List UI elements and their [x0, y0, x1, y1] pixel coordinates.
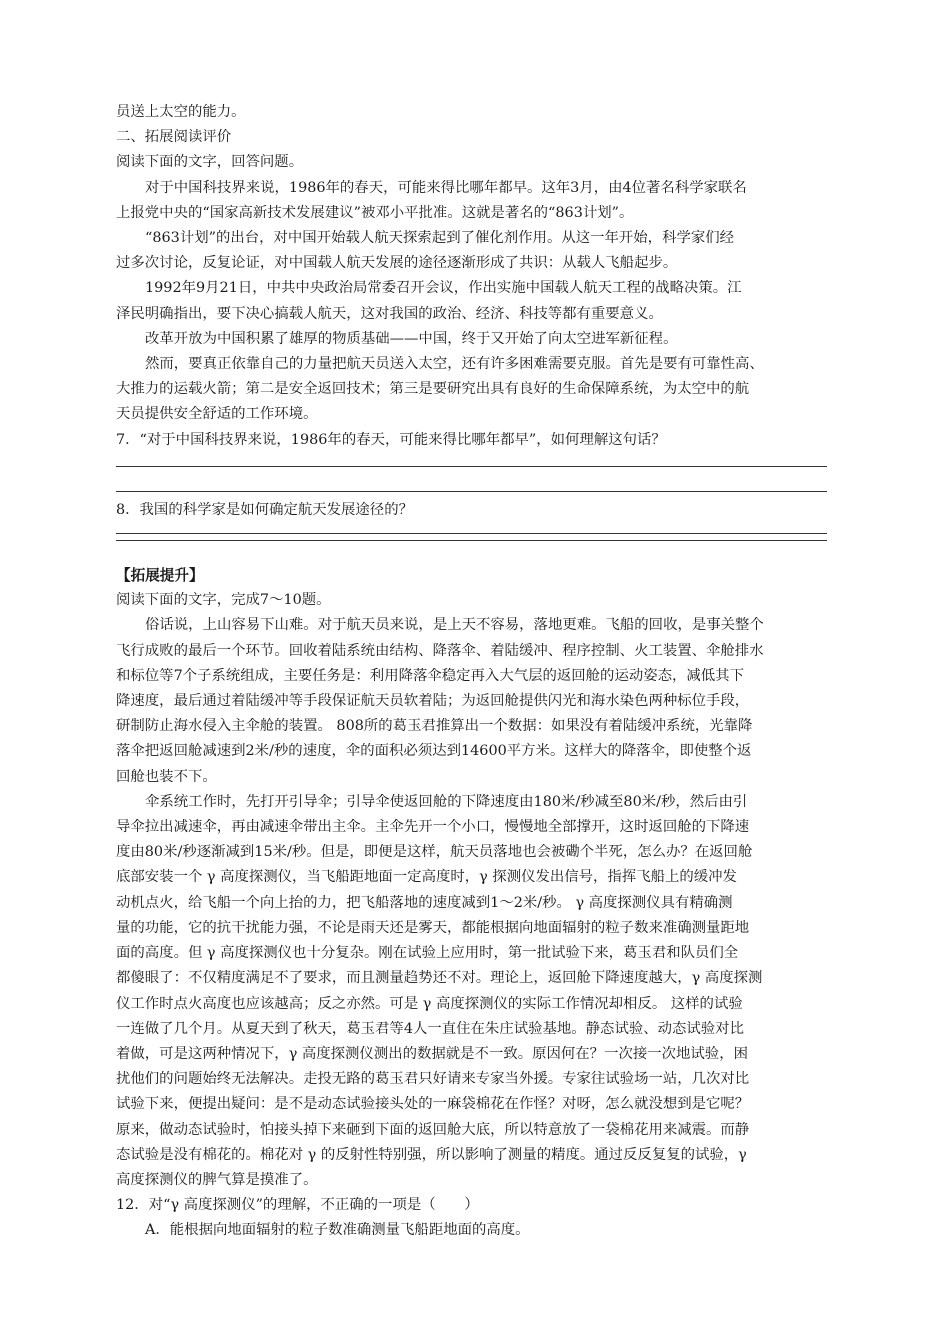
question-8: 8．我国的科学家是如何确定航天发展途径的？: [116, 501, 413, 518]
paragraph-line: 俗话说，上山容易下山难。对于航天员来说，是上天不容易，落地更难。飞船的回收，是事关整个: [145, 617, 764, 634]
paragraph-line: 研制防止海水侵入主伞舱的装置。 808所的葛玉君推算出一个数据：如果没有着陆缓冲系统，光靠降: [116, 718, 753, 735]
paragraph-line: 对于中国科技界来说，1986年的春天，可能来得比哪年都早。这年3月，由4位著名科学家联名: [145, 179, 747, 196]
paragraph-line: 和标位等7个子系统组成，主要任务是：利用降落伞稳定再入大气层的返回舱的运动姿态，减低其下: [116, 667, 744, 684]
paragraph-line: 上报党中央的“国家高新技术发展建议”被邓小平批准。这就是著名的“863计划”。: [116, 204, 634, 221]
extension-instruction: 阅读下面的文字，完成7～10题。: [116, 592, 331, 609]
paragraph-line: 态试验是没有棉花的。棉花对 γ 的反射性特别强，所以影响了测量的精度。通过反反复复的试验，γ: [116, 1146, 747, 1163]
paragraph-line: 飞行成败的最后一个环节。回收着陆系统由结构、降落伞、着陆缓冲、程序控制、火工装置、伞舱排水: [116, 642, 764, 659]
paragraph-line: 导伞拉出减速伞，再由减速伞带出主伞。主伞先开一个小口，慢慢地全部撑开，这时返回舱的下降速: [116, 819, 750, 836]
reading-passage: [116, 176, 831, 428]
paragraph-line: 原来，做动态试验时，怕接头掉下来砸到下面的返回舱大底，所以特意放了一袋棉花用来减震。而静: [116, 1121, 750, 1138]
question-12: 12．对“γ 高度探测仪”的理解，不正确的一项是（ ）: [116, 1197, 479, 1214]
paragraph-line: 泽民明确指出，要下决心搞载人航天，这对我国的政治、经济、科技等都有重要意义。: [116, 305, 663, 322]
paragraph-line: 回舱也装不下。: [116, 768, 217, 785]
paragraph-line: 高度探测仪的脾气算是摸准了。: [116, 1171, 318, 1188]
question-12-option-a[interactable]: A．能根据向地面辐射的粒子数准确测量飞船距地面的高度。: [145, 1222, 530, 1239]
paragraph-line: 降速度，最后通过着陆缓冲等手段保证航天员软着陆；为返回舱提供闪光和海水染色两种标位手段，: [116, 693, 750, 710]
paragraph-line: 扰他们的问题始终无法解决。走投无路的葛玉君只好请来专家当外援。专家往试验场一站，几次对比: [116, 1071, 750, 1088]
paragraph-line: 着做，可是这两种情况下，γ 高度探测仪测出的数据就是不一致。原因何在？一次接一次地试验，困: [116, 1045, 748, 1062]
reading-instruction: 阅读下面的文字，回答问题。: [116, 154, 304, 171]
paragraph-line: 改革开放为中国积累了雄厚的物质基础——中国，终于又开始了向太空进军新征程。: [145, 330, 678, 347]
paragraph-line: 落伞把返回舱减速到2米/秒的速度，伞的面积必须达到14600平方米。这样大的降落伞，即使整个返: [116, 743, 752, 760]
paragraph-line: 底部安装一个 γ 高度探测仪，当飞船距地面一定高度时，γ 探测仪发出信号，指挥飞船上的缓冲发: [116, 869, 737, 886]
paragraph-line: 试验下来，便提出疑问：是不是动态试验接头处的一麻袋棉花在作怪？对呀，怎么就没想到是它呢？: [116, 1096, 750, 1113]
paragraph-line: 一连做了几个月。从夏天到了秋天，葛玉君等4人一直住在朱庄试验基地。静态试验、动态试验对比: [116, 1020, 744, 1037]
paragraph-line: 都傻眼了：不仅精度满足不了要求，而且测量趋势还不对。理论上，返回舱下降速度越大，γ 高度探测: [116, 970, 763, 987]
paragraph-line: 动机点火，给飞船一个向上抬的力，把飞船落地的速度减到1～2米/秒。 γ 高度探测仪具有精确测: [116, 894, 733, 911]
question-7: 7．“对于中国科技界来说，1986年的春天，可能来得比哪年都早”，如何理解这句话？: [116, 431, 666, 448]
section-title: 二、拓展阅读评价: [116, 129, 232, 146]
paragraph-line: 仪工作时点火高度也应该越高；反之亦然。可是 γ 高度探测仪的实际工作情况却相反。 这样的试验: [116, 995, 743, 1012]
document-page: [116, 100, 831, 1244]
paragraph-line: 度由80米/秒逐渐减到15米/秒。但是，即便是这样，航天员落地也会被磡个半死，怎么办？在返回舱: [116, 844, 753, 861]
paragraph-line: 天员提供安全舒适的工作环境。: [116, 406, 318, 423]
paragraph-line: 过多次讨论，反复论证，对中国载人航天发展的途径逐渐形成了共识：从载人飞船起步。: [116, 255, 678, 272]
paragraph-line: 面的高度。但 γ 高度探测仪也十分复杂。刚在试验上应用时，第一批试验下来，葛玉君和队员们全: [116, 945, 739, 962]
top-fragment: 员送上太空的能力。: [116, 104, 246, 120]
paragraph-line: 伞系统工作时，先打开引导伞；引导伞使返回舱的下降速度由180米/秒减至80米/秒，然后由引: [145, 793, 748, 810]
extension-passage: [116, 613, 831, 1193]
paragraph-line: 量的功能，它的抗干扰能力强，不论是雨天还是雾天，都能根据向地面辐射的粒子数来准确测量距地: [116, 919, 750, 936]
extension-heading: 【拓展提升】: [116, 567, 204, 585]
paragraph-line: 大推力的运载火箭；第二是安全返回技术；第三是要研究出具有良好的生命保障系统，为太空中的航: [116, 381, 750, 398]
paragraph-line: “863计划”的出台，对中国开始载人航天探索起到了催化剂作用。从这一年开始，科学家们经: [145, 230, 735, 247]
paragraph-line: 1992年9月21日，中共中央政治局常委召开会议，作出实施中国载人航天工程的战略决策。江: [145, 280, 742, 297]
paragraph-line: 然而，要真正依靠自己的力量把航天员送入太空，还有许多困难需要克服。首先是要有可靠性高、: [145, 356, 764, 373]
